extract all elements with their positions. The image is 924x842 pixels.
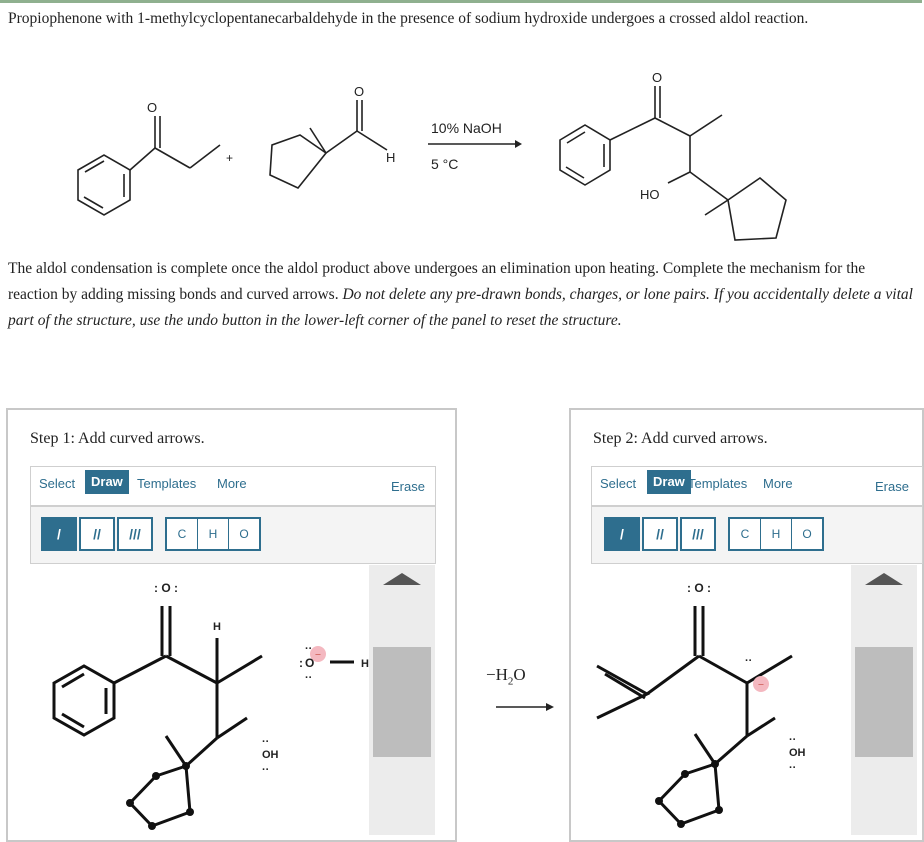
svg-text:··: ··	[262, 736, 270, 748]
svg-text:: O :: : O :	[154, 581, 178, 595]
tab-draw[interactable]: Draw	[647, 470, 691, 494]
svg-text:H: H	[361, 658, 369, 670]
triple-bond-button[interactable]: ///	[117, 517, 153, 551]
svg-text:··: ··	[789, 762, 797, 774]
svg-text:−: −	[314, 649, 322, 661]
single-bond-button[interactable]: /	[41, 517, 77, 551]
step1-scrollbar[interactable]	[369, 565, 435, 835]
step2-canvas[interactable]	[577, 568, 847, 838]
step2-scrollbar[interactable]	[851, 565, 917, 835]
instructions-paragraph: The aldol condensation is complete once the aldol product above undergoes an elimination upon heating. Complete the mechanism for the reaction by adding missing bonds and curved arrows. Do not delete any pre-drawn bonds, charges, or lone pairs. If you accidentally delete a vital part of the structure, use the undo button in the lower-left corner of the panel to reset the structure.	[8, 260, 913, 329]
svg-text:+: +	[226, 151, 234, 165]
atom-o-button[interactable]: O	[791, 519, 822, 549]
triple-bond-button[interactable]: ///	[680, 517, 716, 551]
tab-more[interactable]: More	[217, 476, 247, 491]
reagent-label: 10% NaOH	[431, 120, 502, 136]
atom-o-button[interactable]: O	[228, 519, 259, 549]
cyclopentane-ring	[270, 135, 326, 188]
svg-text:−: −	[757, 679, 765, 691]
step1-toolbar	[30, 466, 436, 506]
step2-toolbar	[591, 466, 923, 506]
scroll-up-icon[interactable]	[369, 565, 435, 595]
scroll-thumb[interactable]	[855, 647, 913, 757]
step2-panel	[569, 408, 924, 842]
tab-more[interactable]: More	[763, 476, 793, 491]
double-bond-button[interactable]: //	[642, 517, 678, 551]
svg-text:··: ··	[305, 643, 313, 655]
svg-text:OH: OH	[262, 749, 279, 761]
svg-text:H: H	[386, 150, 396, 165]
svg-text:O: O	[305, 656, 315, 670]
tab-select[interactable]: Select	[39, 476, 76, 491]
tab-draw[interactable]: Draw	[85, 470, 129, 494]
svg-text:OH: OH	[789, 747, 806, 759]
svg-text:HO: HO	[640, 187, 660, 202]
erase-button[interactable]: Erase	[875, 479, 909, 494]
svg-text:··: ··	[262, 764, 270, 776]
tab-select[interactable]: Select	[600, 476, 637, 491]
svg-text:O: O	[147, 100, 158, 115]
step2-title: Step 2: Add curved arrows.	[593, 430, 768, 447]
intro-text: Propiophenone with 1-methylcyclopentanecarbaldehyde in the presence of sodium hydroxide undergoes a crossed aldol reaction.	[8, 10, 809, 27]
reaction-scheme	[0, 60, 922, 250]
atom-c-button[interactable]: C	[740, 527, 750, 541]
svg-text:O: O	[652, 70, 663, 85]
top-divider	[0, 0, 922, 3]
tab-templates[interactable]: Templates	[137, 476, 197, 491]
double-bond-button[interactable]: //	[79, 517, 115, 551]
atom-c-button[interactable]: C	[177, 527, 187, 541]
svg-text:··: ··	[789, 734, 797, 746]
scroll-up-icon[interactable]	[851, 565, 917, 595]
svg-text:··: ··	[745, 655, 753, 667]
atom-buttons	[165, 517, 261, 551]
single-bond-button[interactable]: /	[604, 517, 640, 551]
elimination-arrow	[494, 700, 556, 714]
step1-panel	[6, 408, 457, 842]
erase-button[interactable]: Erase	[391, 479, 425, 494]
svg-text:··: ··	[305, 672, 313, 684]
svg-text::: :	[299, 656, 303, 670]
scroll-thumb[interactable]	[373, 647, 431, 757]
benzene-ring	[78, 155, 130, 215]
water-loss-label: $-H_2O$	[486, 665, 526, 688]
step2-bond-toolbar	[591, 506, 923, 564]
tab-templates[interactable]: Templates	[688, 476, 748, 491]
step1-canvas[interactable]	[14, 568, 369, 838]
atom-h-button[interactable]: H	[760, 519, 791, 549]
svg-text:: O :: : O :	[687, 581, 711, 595]
svg-text:H: H	[213, 621, 221, 633]
svg-text:O: O	[354, 84, 365, 99]
step1-bond-toolbar	[30, 506, 436, 564]
step1-title: Step 1: Add curved arrows.	[30, 430, 205, 447]
atom-buttons	[728, 517, 824, 551]
atom-h-button[interactable]: H	[197, 519, 228, 549]
condition-label: 5 °C	[431, 156, 459, 172]
